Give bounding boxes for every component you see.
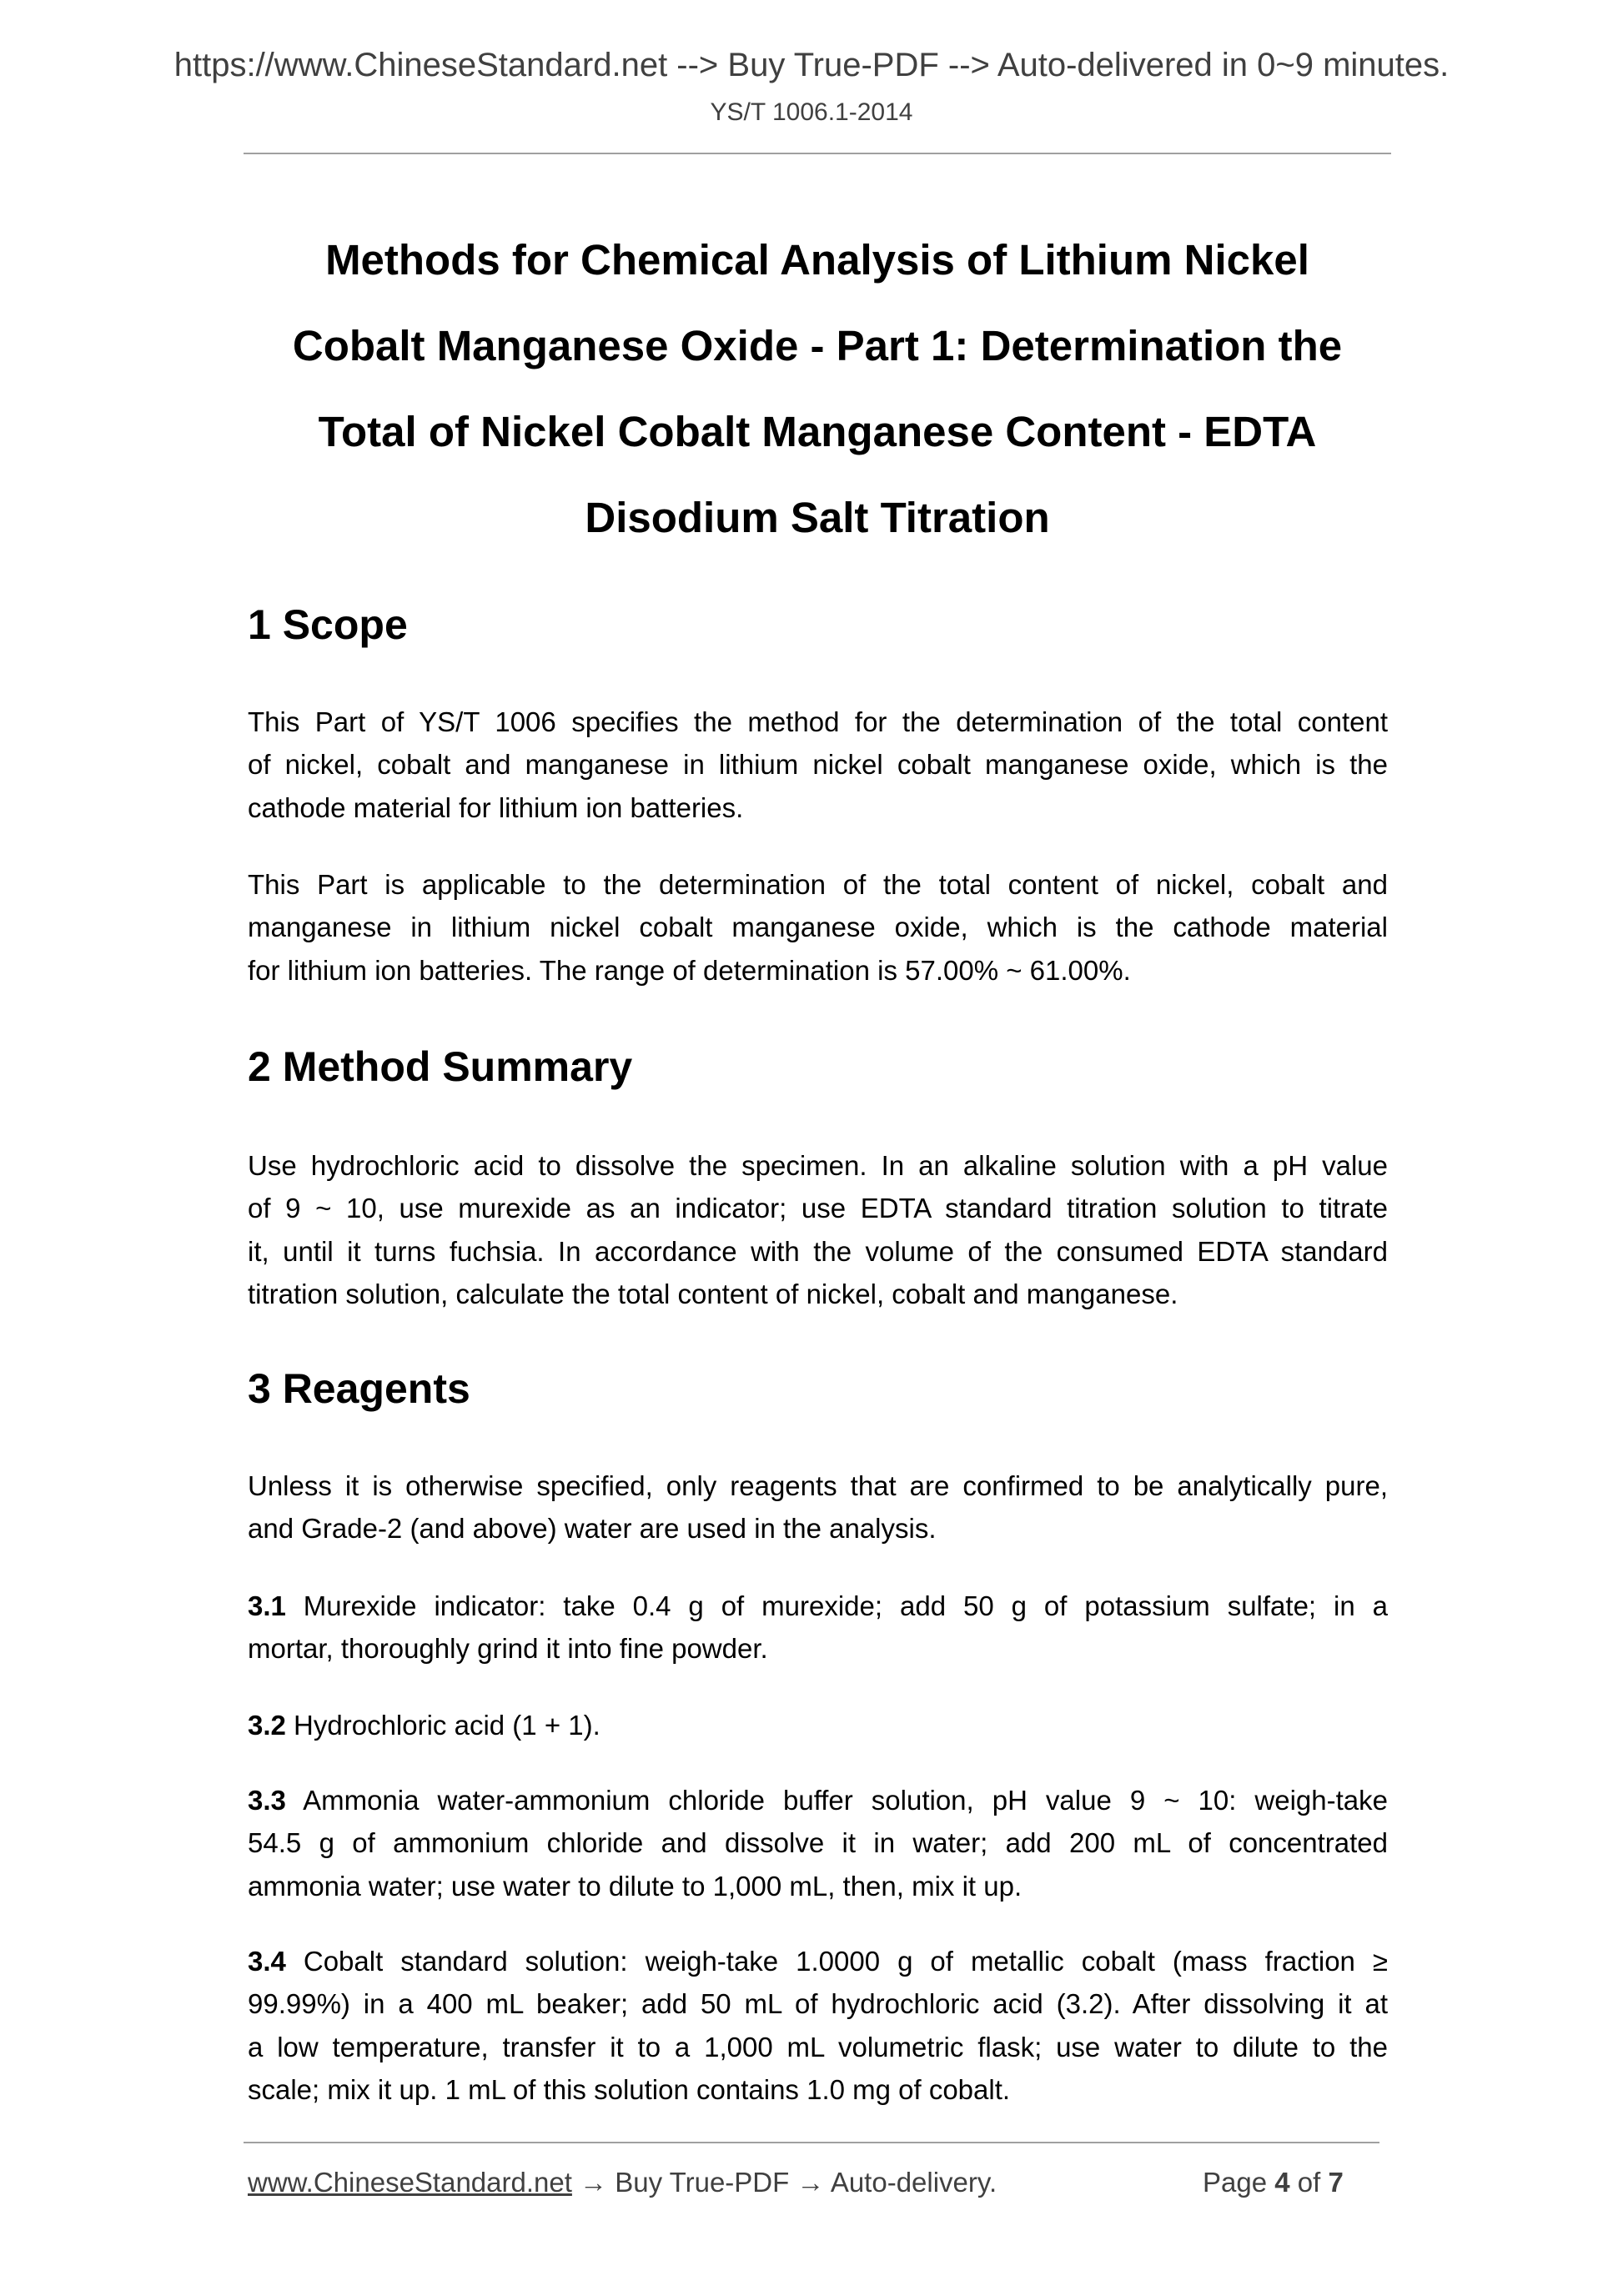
text-line: Use hydrochloric acid to dissolve the specimen. In an alkaline solution with a pH value: [248, 1150, 1388, 1181]
text-line: of nickel, cobalt and manganese in lithium nickel cobalt manganese oxide, which is the: [248, 749, 1388, 781]
section-heading-scope: 1 Scope: [248, 601, 408, 648]
text-line: mortar, thoroughly grind it into fine powder.: [248, 1633, 768, 1665]
standard-code: YS/T 1006.1-2014: [710, 98, 913, 126]
text-line: Cobalt standard solution: weigh-take 1.0000 g of metallic cobalt (mass fraction ≥: [285, 1946, 1388, 1977]
reagent-item-3-3: [248, 1779, 1388, 1907]
title-line: Disodium Salt Titration: [585, 494, 1050, 541]
footer-divider: [244, 2142, 1379, 2143]
item-number: 3.4: [248, 1946, 286, 1977]
reagent-item-3-4: [248, 1940, 1388, 2111]
footer-promo: [248, 2167, 997, 2198]
item-number: 3.1: [248, 1590, 286, 1621]
text-line: ammonia water; use water to dilute to 1,000 mL, then, mix it up.: [248, 1870, 1023, 1902]
text-line: 54.5 g of ammonium chloride and dissolve it in water; add 200 mL of concentrated: [248, 1827, 1388, 1859]
text-line: a low temperature, transfer it to a 1,000 mL volumetric flask; use water to dilute to the: [248, 2031, 1388, 2062]
item-number: 3.3: [248, 1785, 286, 1816]
page-total: 7: [1328, 2167, 1344, 2198]
title-line: Cobalt Manganese Oxide - Part 1: Determination the: [292, 322, 1343, 369]
scope-paragraph-2: [248, 863, 1388, 992]
section-heading-reagents: 3 Reagents: [248, 1365, 470, 1412]
header-banner: https://www.ChineseStandard.net --> Buy True-PDF --> Auto-delivered in 0~9 minutes.: [173, 47, 1450, 83]
text-line: and Grade-2 (and above) water are used in the analysis.: [248, 1513, 937, 1545]
footer-promo-text: → Buy True-PDF → Auto-delivery.: [571, 2167, 997, 2198]
page-current: 4: [1274, 2167, 1290, 2198]
reagent-item-3-1: [248, 1585, 1388, 1671]
text-line: This Part is applicable to the determination of the total content of nickel, cobalt and: [248, 869, 1388, 900]
text-line: cathode material for lithium ion batteries.: [248, 791, 744, 823]
text-line: Ammonia water-ammonium chloride buffer solution, pH value 9 ~ 10: weigh-take: [285, 1785, 1388, 1816]
reagent-item-3-2: [248, 1704, 1388, 1746]
text-line: Hydrochloric acid (1 + 1).: [285, 1710, 600, 1741]
text-line: Unless it is otherwise specified, only reagents that are confirmed to be analytically pure,: [248, 1470, 1388, 1501]
text-line: Murexide indicator: take 0.4 g of murexide; add 50 g of potassium sulfate; in a: [285, 1590, 1388, 1621]
method-paragraph: [248, 1144, 1388, 1315]
text-line: This Part of YS/T 1006 specifies the method for the determination of the total content: [248, 706, 1388, 737]
header-divider: [244, 153, 1391, 154]
title-line: Methods for Chemical Analysis of Lithium Nickel: [325, 236, 1309, 284]
scope-paragraph-1: [248, 701, 1388, 829]
text-line: manganese in lithium nickel cobalt manganese oxide, which is the cathode material: [248, 912, 1388, 943]
text-line: scale; mix it up. 1 mL of this solution contains 1.0 mg of cobalt.: [248, 2073, 1011, 2105]
text-line: it, until it turns fuchsia. In accordance with the volume of the consumed EDTA standard: [248, 1235, 1388, 1267]
page-of-label: of: [1297, 2167, 1321, 2198]
text-line: of 9 ~ 10, use murexide as an indicator; use EDTA standard titration solution to titrate: [248, 1193, 1388, 1224]
title-line: Total of Nickel Cobalt Manganese Content - EDTA: [318, 408, 1317, 455]
text-line: 99.99%) in a 400 mL beaker; add 50 mL of hydrochloric acid (3.2). After dissolving it at: [248, 1988, 1388, 2020]
item-number: 3.2: [248, 1710, 286, 1741]
page-indicator: [1203, 2167, 1344, 2198]
section-heading-method-summary: 2 Method Summary: [248, 1043, 633, 1090]
footer-site-link[interactable]: www.ChineseStandard.net: [248, 2167, 572, 2198]
text-line: titration solution, calculate the total content of nickel, cobalt and manganese.: [248, 1278, 1178, 1309]
document-title: [244, 217, 1391, 560]
page-label: Page: [1203, 2167, 1268, 2198]
text-line: for lithium ion batteries. The range of determination is 57.00% ~ 61.00%.: [248, 954, 1131, 986]
reagents-intro: [248, 1465, 1388, 1550]
